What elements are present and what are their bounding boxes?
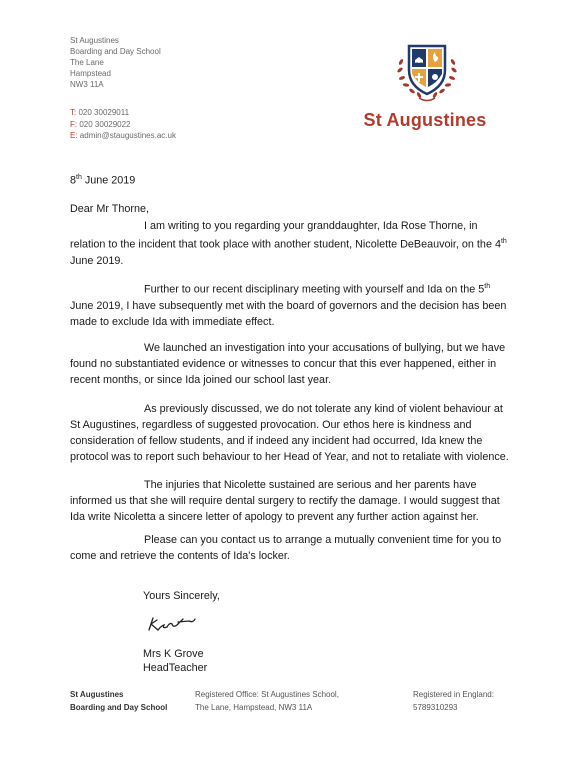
footer-registered-office: Registered Office: St Augustines School, The Lane, Hampstead, NW3 11A <box>195 690 339 712</box>
paragraph-6: Please can you contact us to arrange a mutually convenient time for you to come and retrieve the contents of Ida's locker. <box>70 534 502 562</box>
phone-line: T: 020 30029011 <box>70 108 130 117</box>
salutation: Dear Mr Thorne, <box>70 203 150 215</box>
email-line: E: admin@staugustines.ac.uk <box>70 131 176 140</box>
signer-name: Mrs K Grove <box>143 648 204 660</box>
email-link[interactable]: admin@staugustines.ac.uk <box>79 131 176 140</box>
paragraph-2: Further to our recent disciplinary meeting with yourself and Ida on the 5th June 2019, I have subsequently met with the board of governors and the decision has been made to exclude Ida with immediate effect. <box>70 283 507 328</box>
footer-registration: Registered in England: 5789310293 <box>413 690 494 712</box>
address-line: St Augustines <box>70 36 119 45</box>
fax-line: F: 020 30029022 <box>70 119 131 129</box>
closing: Yours Sincerely, <box>143 590 220 602</box>
contact-details <box>70 107 176 142</box>
handwritten-signature <box>145 612 199 638</box>
paragraph-3: We launched an investigation into your accusations of bullying, but we have found no substantiated evidence or witnesses to concur that this ever happened, either in recent months, or since Ida joined our school last year. <box>70 342 506 386</box>
footer-school: St Augustines Boarding and Day School <box>70 690 168 712</box>
school-address <box>70 35 161 90</box>
school-name-logo: St Augustines <box>363 110 487 130</box>
paragraph-4: As previously discussed, we do not tolerate any kind of violent behaviour at St Augustines, regardless of suggested provocation. Our ethos here is kindness and consideration of fellow students, and if indeed any incident had occurred, Ida knew the protocol was to report such behaviour to her Head of Year, and not to retaliate with violence. <box>70 403 509 463</box>
letter-date: 8th June 2019 <box>70 174 136 187</box>
address-line: The Lane <box>70 58 104 67</box>
paragraph-5: The injuries that Nicolette sustained are serious and her parents have informed us that she will require dental surgery to rectify the damage. I would suggest that Ida write Nicoletta a sincere letter of apology to prevent any further action against her. <box>70 479 500 523</box>
address-line: Hampstead <box>70 69 111 78</box>
address-line: Boarding and Day School <box>70 47 161 56</box>
signer-title: HeadTeacher <box>143 662 208 674</box>
school-crest-logo <box>389 40 465 108</box>
paragraph-1: I am writing to you regarding your granddaughter, Ida Rose Thorne, in relation to the incident that took place with another student, Nicolette DeBeauvoir, on the 4th June 2019. <box>70 220 507 267</box>
address-line: NW3 11A <box>70 80 104 89</box>
